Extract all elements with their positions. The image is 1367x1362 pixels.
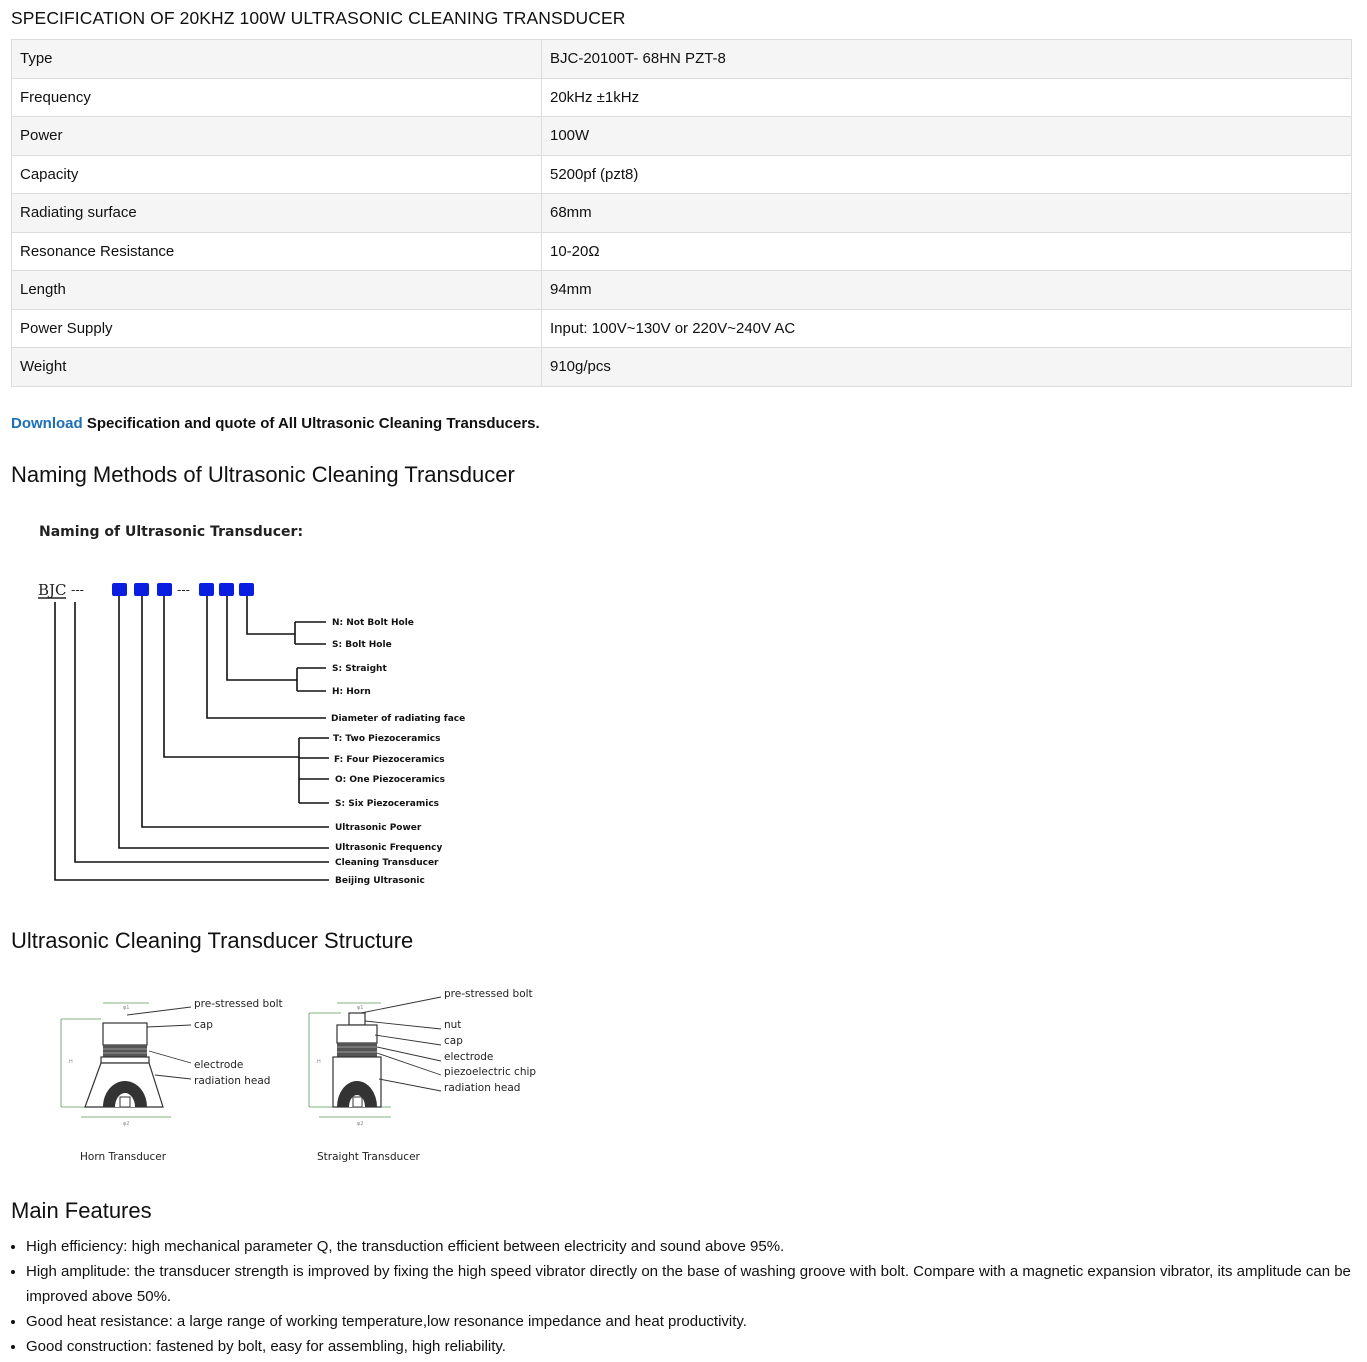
structure-diagram [51,975,571,1175]
label-diameter: Diameter of radiating face [331,714,466,724]
straight-label-nut: nut [444,1019,462,1031]
download-link[interactable]: Download [11,415,83,432]
horn-label-bolt: pre-stressed bolt [194,998,283,1010]
table-row [12,271,1352,310]
svg-text:φ1: φ1 [357,1005,364,1011]
label-four-piezo: F: Four Piezoceramics [334,755,445,765]
list-item: • Good construction: fastened by bolt, easy for assembling, high reliability. [26,1334,1367,1359]
table-row [12,40,1352,79]
table-row [12,155,1352,194]
naming-prefix: BJC [38,581,67,599]
straight-label-chip: piezoelectric chip [444,1066,537,1078]
label-beijing: Beijing Ultrasonic [335,876,425,886]
spec-label: Length [12,271,542,310]
code-slot-diameter [199,583,214,596]
svg-text:H: H [317,1059,321,1065]
horn-transducer-drawing [61,998,283,1163]
spec-label: Frequency [12,78,542,117]
spec-title: SPECIFICATION OF 20KHZ 100W ULTRASONIC CLEANING TRANSDUCER [11,8,626,28]
label-power: Ultrasonic Power [335,823,422,833]
label-frequency: Ultrasonic Frequency [335,843,443,853]
code-slot-shape [219,583,234,596]
structure-heading: Ultrasonic Cleaning Transducer Structure [11,928,414,953]
features-list [11,1234,1367,1359]
naming-diagram [33,512,473,902]
spec-label: Power Supply [12,309,542,348]
download-description: Specification and quote of All Ultrasonic Cleaning Transducers. [82,415,540,432]
spec-value: 100W [542,117,1352,156]
table-row [12,78,1352,117]
spec-value: 5200pf (pzt8) [542,155,1352,194]
naming-separator: --- [177,583,190,597]
code-slot-ceramics [157,583,172,596]
spec-label: Type [12,40,542,79]
spec-value: BJC-20100T- 68HN PZT-8 [542,40,1352,79]
table-row [12,348,1352,387]
straight-label-bolt: pre-stressed bolt [444,988,533,1000]
naming-separator: --- [71,583,84,597]
naming-heading: Naming Methods of Ultrasonic Cleaning Transducer [11,462,515,487]
horn-label-radiation: radiation head [194,1075,271,1087]
table-row [12,232,1352,271]
label-cleaning: Cleaning Transducer [335,858,439,868]
horn-label-cap: cap [194,1019,213,1031]
code-slot-power [134,583,149,596]
code-slot-bolt [239,583,254,596]
code-slot-frequency [112,583,127,596]
straight-label-radiation: radiation head [444,1082,521,1094]
straight-transducer-drawing [309,988,536,1163]
svg-text:φ2: φ2 [123,1121,130,1127]
label-straight: S: Straight [332,664,387,674]
straight-label-cap: cap [444,1035,463,1047]
label-one-piezo: O: One Piezoceramics [335,775,445,785]
spec-label: Power [12,117,542,156]
table-row [12,309,1352,348]
straight-caption: Straight Transducer [317,1151,420,1163]
spec-value: 10-20Ω [542,232,1352,271]
spec-value: Input: 100V~130V or 220V~240V AC [542,309,1352,348]
spec-label: Capacity [12,155,542,194]
svg-text:φ1: φ1 [123,1005,130,1011]
horn-label-electrode: electrode [194,1059,244,1071]
straight-label-electrode: electrode [444,1051,494,1063]
spec-value: 94mm [542,271,1352,310]
spec-label: Weight [12,348,542,387]
features-heading: Main Features [11,1198,152,1223]
label-six-piezo: S: Six Piezoceramics [335,799,440,809]
spec-label: Resonance Resistance [12,232,542,271]
label-horn: H: Horn [332,687,371,697]
spec-label: Radiating surface [12,194,542,233]
label-two-piezo: T: Two Piezoceramics [333,734,441,744]
spec-value: 20kHz ±1kHz [542,78,1352,117]
table-row [12,194,1352,233]
list-item: • Good heat resistance: a large range of working temperature,low resonance impedance and heat productivity. [26,1309,1367,1334]
label-bolt-hole: S: Bolt Hole [332,640,392,650]
spec-value: 910g/pcs [542,348,1352,387]
spec-table [11,39,1352,387]
list-item: • High amplitude: the transducer strength is improved by fixing the high speed vibrator directly on the base of washing groove with bolt. Compare with a magnetic expansion vibrator, its amplitude can be improved above 50%. [26,1259,1367,1309]
horn-caption: Horn Transducer [80,1151,167,1163]
naming-diagram-title: Naming of Ultrasonic Transducer: [39,524,304,540]
svg-text:φ2: φ2 [357,1121,364,1127]
table-row [12,117,1352,156]
spec-value: 68mm [542,194,1352,233]
download-line [11,415,540,432]
list-item: • High efficiency: high mechanical parameter Q, the transduction efficient between electricity and sound above 95%. [26,1234,1367,1259]
label-not-bolt-hole: N: Not Bolt Hole [332,618,414,628]
svg-text:H: H [69,1059,73,1065]
